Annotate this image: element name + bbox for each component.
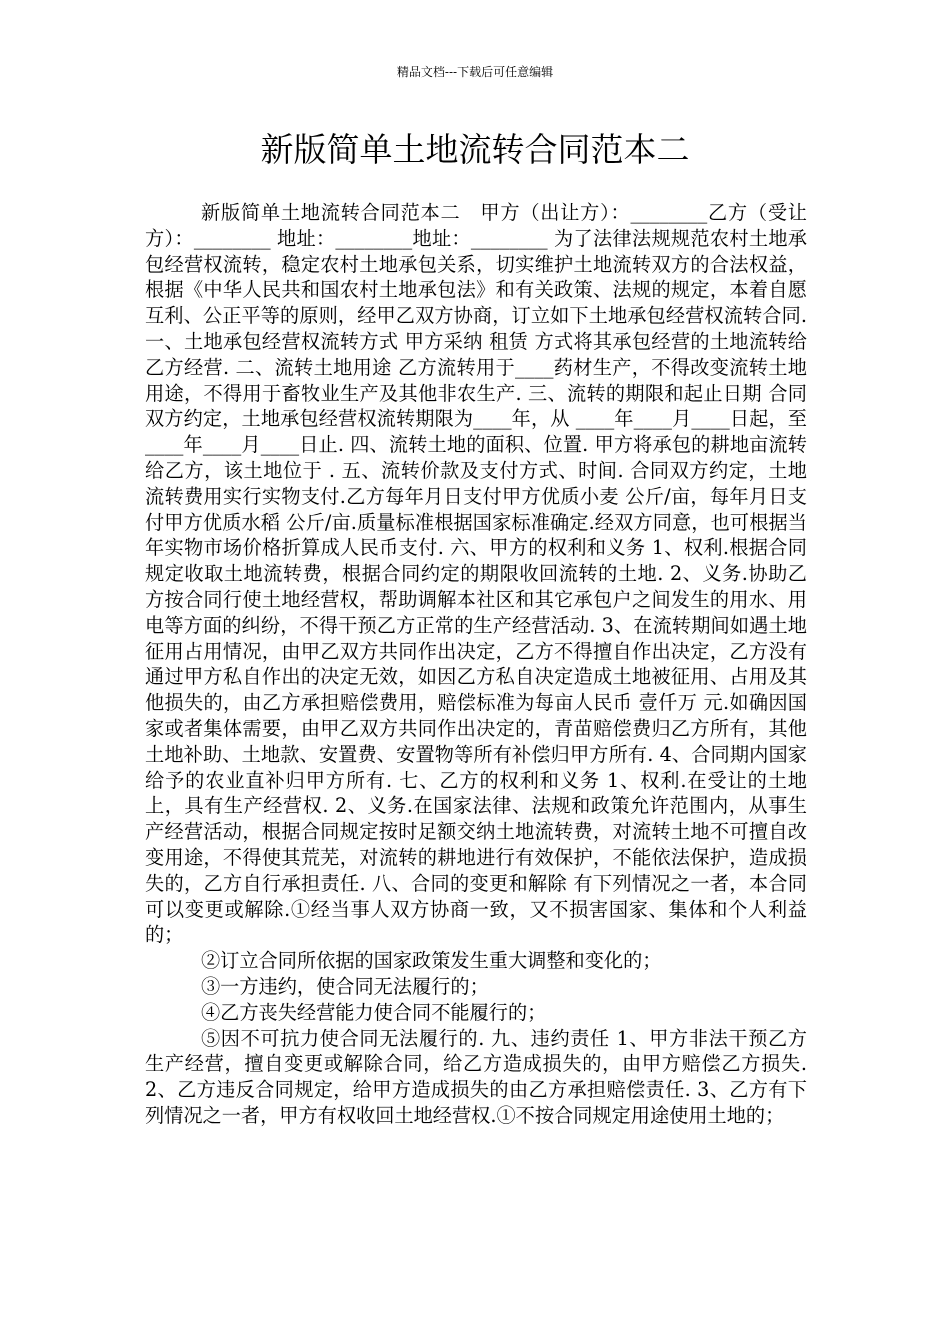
- list-item-2: ②订立合同所依据的国家政策发生重大调整和变化的；: [201, 949, 662, 973]
- document-title: 新版简单土地流转合同范本二: [260, 130, 690, 169]
- list-item-4: ④乙方丧失经营能力使合同不能履行的；: [201, 1000, 547, 1024]
- header-note: 精品文档---下载后可任意编辑: [396, 65, 554, 79]
- document-body: [145, 200, 807, 1129]
- list-item-3: ③一方违约，使合同无法履行的；: [201, 974, 489, 998]
- contract-paragraph-main: 新版简单土地流转合同范本二 甲方（出让方）：________乙方（受让方）：________ 地址：________地址：________ 为了法律法规规范农村土地承包经营权流转，稳定农村土地承包关系，切实维护土地流转双方的合法权益，根据《中华人民共和国农村土地承包法》和有关政策、法规的规定，本着自愿互利、公正平等的原则，经甲乙双方协商，订立如下土地承包经营权流转合同. 一、土地承包经营权流转方式 甲方采纳 租赁 方式将其承包经营的土地流转给乙方经营. 二、流转土地用途 乙方流转用于____药材生产，不得改变流转土地用途，不得用于畜牧业生产及其他非农生产. 三、流转的期限和起止日期 合同双方约定，土地承包经营权流转期限为____年，从 ____年____月____日起，至 ____年____月____日止. 四、流转土地的面积、位置. 甲方将承包的耕地亩流转给乙方，该土地位于 . 五、流转价款及支付方式、时间. 合同双方约定，土地流转费用实行实物支付.乙方每年月日支付甲方优质小麦 公斤/亩，每年月日支付甲方优质水稻 公斤/亩.质量标准根据国家标准确定.经双方同意，也可根据当年实物市场价格折算成人民币支付. 六、甲方的权利和义务 1、权利.根据合同规定收取土地流转费，根据合同约定的期限收回流转的土地. 2、义务.协助乙方按合同行使土地经营权，帮助调解本社区和其它承包户之间发生的用水、用电等方面的纠纷，不得干预乙方正常的生产经营活动. 3、在流转期间如遇土地征用占用情况，由甲乙双方共同作出决定，乙方不得擅自作出决定，乙方没有通过甲方私自作出的决定无效，如因乙方私自决定造成土地被征用、占用及其他损失的，由乙方承担赔偿费用，赔偿标准为每亩人民币 壹仟万 元.如确因国家或者集体需要，由甲乙双方共同作出决定的，青苗赔偿费归乙方所有，其他土地补助、土地款、安置费、安置物等所有补偿归甲方所有. 4、合同期内国家给予的农业直补归甲方所有. 七、乙方的权利和义务 1、权利.在受让的土地上，具有生产经营权. 2、义务.在国家法律、法规和政策允许范围内，从事生产经营活动，根据合同规定按时足额交纳土地流转费，对流转土地不可擅自改变用途，不得使其荒芜，对流转的耕地进行有效保护，不能依法保护，造成损失的，乙方自行承担责任. 八、合同的变更和解除 有下列情况之一者，本合同可以变更或解除.①经当事人双方协商一致，又不损害国家、集体和个人利益的；: [145, 201, 807, 947]
- contract-paragraph-liability: ⑤因不可抗力使合同无法履行的. 九、违约责任 1、甲方非法干预乙方生产经营，擅自变更或解除合同，给乙方造成损失的，由甲方赔偿乙方损失. 2、乙方违反合同规定，给甲方造成损失的由乙方承担赔偿责任. 3、乙方有下列情况之一者，甲方有权收回土地经营权.①不按合同规定用途使用土地的；: [145, 1026, 807, 1127]
